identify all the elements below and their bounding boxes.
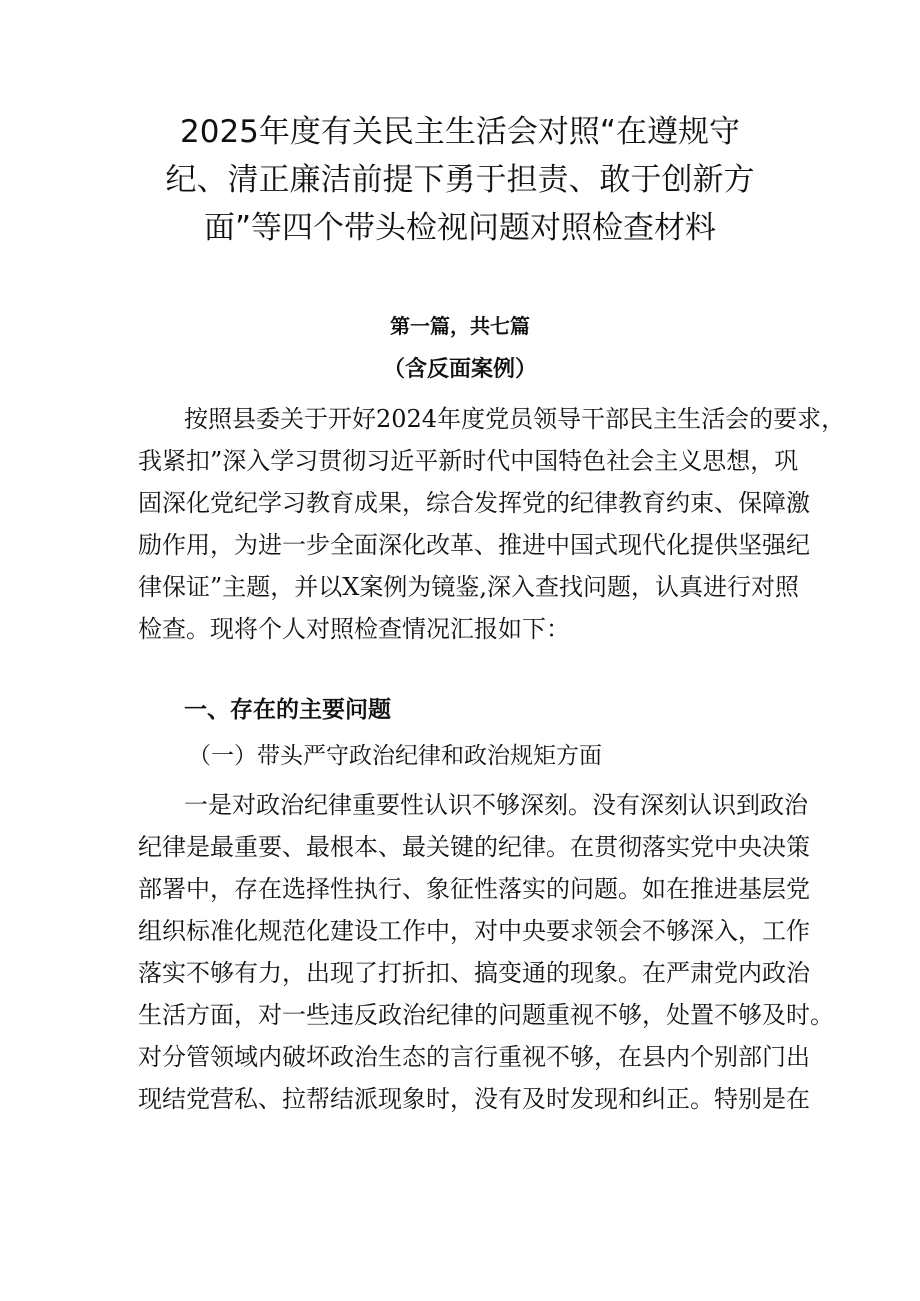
paragraph-line: 律保证”主题，并以X案例为镜鉴,深入查找问题，认真进行对照 <box>138 573 799 601</box>
case-note: （含反面案例） <box>382 357 537 382</box>
intro-paragraph <box>138 398 846 650</box>
paragraph-line: 一是对政治纪律重要性认识不够深刻。没有深刻认识到政治 <box>184 791 808 819</box>
paragraph-line: 组织标准化规范化建设工作中，对中央要求领会不够深入，工作 <box>138 917 810 945</box>
series-note: 第一篇，共七篇 <box>390 314 530 338</box>
paragraph-line: 我紧扣”深入学习贯彻习近平新时代中国特色社会主义思想，巩 <box>138 447 799 475</box>
title-line: 2025年度有关民主生活会对照“在遵规守 <box>180 114 740 150</box>
document-title <box>120 108 800 252</box>
section-heading: 一、存在的主要问题 <box>184 697 391 723</box>
paragraph-line: 对分管领域内破坏政治生态的言行重视不够，在县内个别部门出 <box>138 1043 810 1071</box>
paragraph-line: 检查。现将个人对照检查情况汇报如下： <box>138 615 570 643</box>
title-line: 面”等四个带头检视问题对照检查材料 <box>203 210 717 246</box>
subsection-heading: （一）带头严守政治纪律和政治规矩方面 <box>188 743 602 769</box>
paragraph-line: 落实不够有力，出现了打折扣、搞变通的现象。在严肃党内政治 <box>138 959 810 987</box>
paragraph-line: 励作用，为进一步全面深化改革、推进中国式现代化提供坚强纪 <box>138 531 810 559</box>
paragraph-line: 现结党营私、拉帮结派现象时，没有及时发现和纠正。特别是在 <box>138 1085 810 1113</box>
body-paragraph <box>138 784 834 1120</box>
paragraph-line: 固深化党纪学习教育成果，综合发挥党的纪律教育约束、保障激 <box>138 489 810 517</box>
title-line: 纪、清正廉洁前提下勇于担责、敢于创新方 <box>165 162 755 198</box>
paragraph-line: 按照县委关于开好2024年度党员领导干部民主生活会的要求， <box>184 405 846 433</box>
paragraph-line: 纪律是最重要、最根本、最关键的纪律。在贯彻落实党中央决策 <box>138 833 810 861</box>
paragraph-line: 生活方面，对一些违反政治纪律的问题重视不够，处置不够及时。 <box>138 1001 834 1029</box>
paragraph-line: 部署中，存在选择性执行、象征性落实的问题。如在推进基层党 <box>138 875 810 903</box>
